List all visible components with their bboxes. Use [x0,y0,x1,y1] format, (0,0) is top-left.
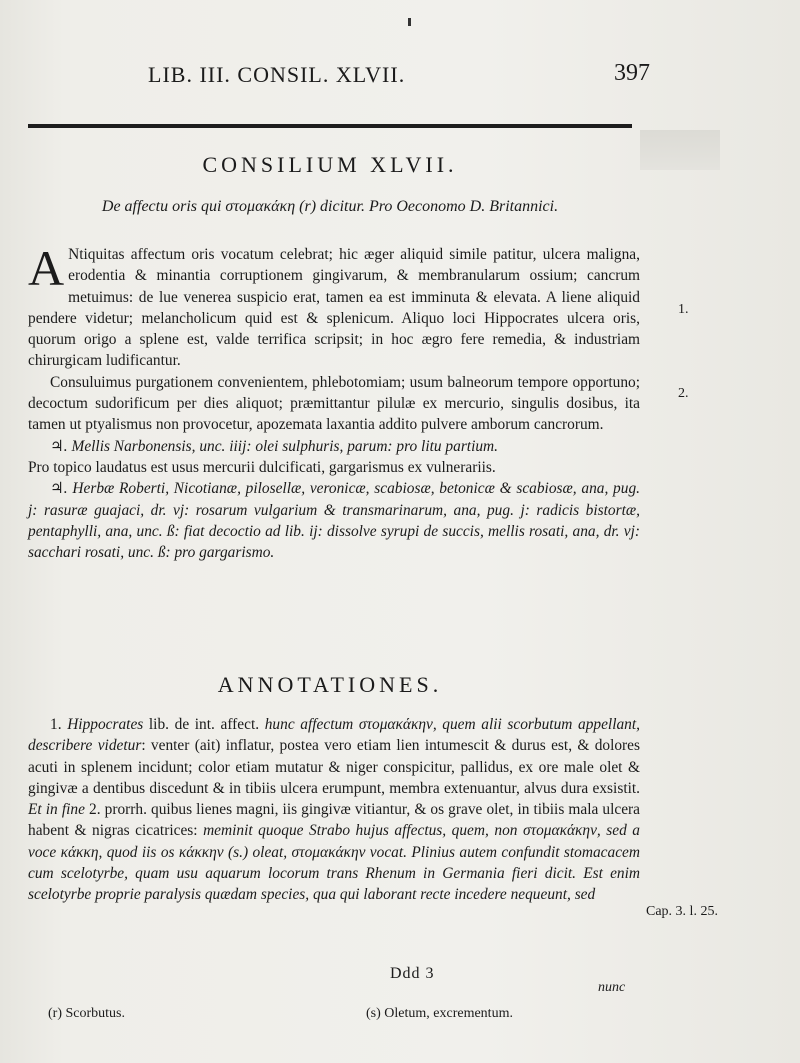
annotations-heading: ANNOTATIONES. [217,672,443,697]
recipe-1: ♃. Mellis Narbonensis, unc. iiij: olei sulphuris, parum: pro litu partium. [50,437,499,455]
consilium-text [28,240,640,563]
annotation-1-text-1: lib. de int. affect. [143,716,265,733]
annotation-1-italic-2: hunc affectum στομακάκην, quem alii scorbutum appellant, describere videtur [28,716,641,755]
chapter-title: CONSILIUM XLVII. [202,152,458,177]
paragraph-3: Pro topico laudatus est usus mercurii dulcificati, gargarismus ex vulnerariis. [28,458,496,476]
recipe-2: ♃. Herbæ Roberti, Nicotianæ, pilosellæ, veronicæ, scabiosæ, betonicæ & scabiosæ, ana, pug. j: rasuræ guajaci, dr. vj: rosarum vulgarium & transmarinarum, ana, pug. j: radicis bistortæ, pentaphylli, ana, unc. ß: fiat decoctio ad lib. ij: dissolve syrupi de succis, mellis rosati, ana, dr. vj: sacchari rosati, unc. ß: pro gargarismo. [28,480,640,562]
signature-mark: Ddd 3 [390,965,435,982]
paragraph-1-text: Ntiquitas affectum oris vocatum celebrat; hic æger aliquid simile patitur, ulcera maligna, erodentia & minantia corruptionem gingivarum, & membranularum ossium; cancrum metuimus: de lue venerea suspicio erat, tamen ea est imminuta & elevata. A liene aliquid pendere videtur; melancholicum quid est & splenicum. Aliquo loci Hippocrates ulcera oris, quorum origo a splene est, valde terrifica scripsit; in hoc ægro fere remedia, & industriam chirurgicam ludificantur. [28,246,640,370]
running-header [60,58,650,92]
paragraph-2: Consuluimus purgationem convenientem, phlebotomiam; usum balneorum tempore opportuno; decoctum sudorificum per dies aliquot; præmittantur pilulæ ex mercurio, singulis dosibus, ita tamen ut ptyalismus non provocetur, apozemata laxantia addito pulvere amborum cancrorum. [28,373,640,434]
margin-note-2: 2. [678,386,689,401]
annotation-1-italic-1: Hippocrates [67,716,144,733]
annotation-1-italic-4: meminit quoque Strabo hujus affectus, quem, non στομακάκην, sed a voce κάκκη, quod iis os κάκκην (s.) oleat, στομακάκην vocat. Plinius autem confundit stomacacem cum scelotyrbe, quam usu aquarum locorum trans Rhenum in Germania fieri dicit. Est enim scelotyrbe proprie paralysis quædam species, qua qui laborant recte incedere nequeunt, sed [28,822,640,904]
print-mark [408,18,411,26]
footnote-s: (s) Oletum, excrementum. [366,1006,513,1021]
annotation-1-text-3: 2. prorrh. quibus lienes magni, iis gingivæ vitiantur, & os grave olet, in tibiis mala ulcera habent & nigras cicatrices: [28,801,640,840]
header-rule [28,124,632,128]
margin-note-1: 1. [678,302,689,317]
annotation-1 [28,714,640,906]
running-title: LIB. III. CONSIL. XLVII. [148,62,406,87]
page-number: 397 [614,60,650,86]
chapter-subtitle: De affectu oris qui στομακάκη (r) dicitur. Pro Oeconomo D. Britannici. [101,198,559,215]
margin-note-3: Cap. 3. l. 25. [646,904,718,919]
annotation-1-text-2: : venter (ait) inflatur, postea vero etiam lien intumescit & durus est, & dolores acuti in splenem incidunt; color etiam mutatur & niger conspicitur, pallidus, ex ore male olet & gingivæ a dentibus discedunt & in tibiis ulcera erumpunt, membra extenuantur, alvus dura exsistit. [28,737,640,797]
annotation-1-italic-3: Et in fine [28,801,85,819]
footnote-r: (r) Scorbutus. [48,1006,125,1021]
paragraph-1 [28,240,640,372]
catchword: nunc [598,980,626,995]
annotations-text [28,714,640,906]
drop-cap: A [28,240,65,296]
annotation-1-number: 1. [50,716,62,733]
